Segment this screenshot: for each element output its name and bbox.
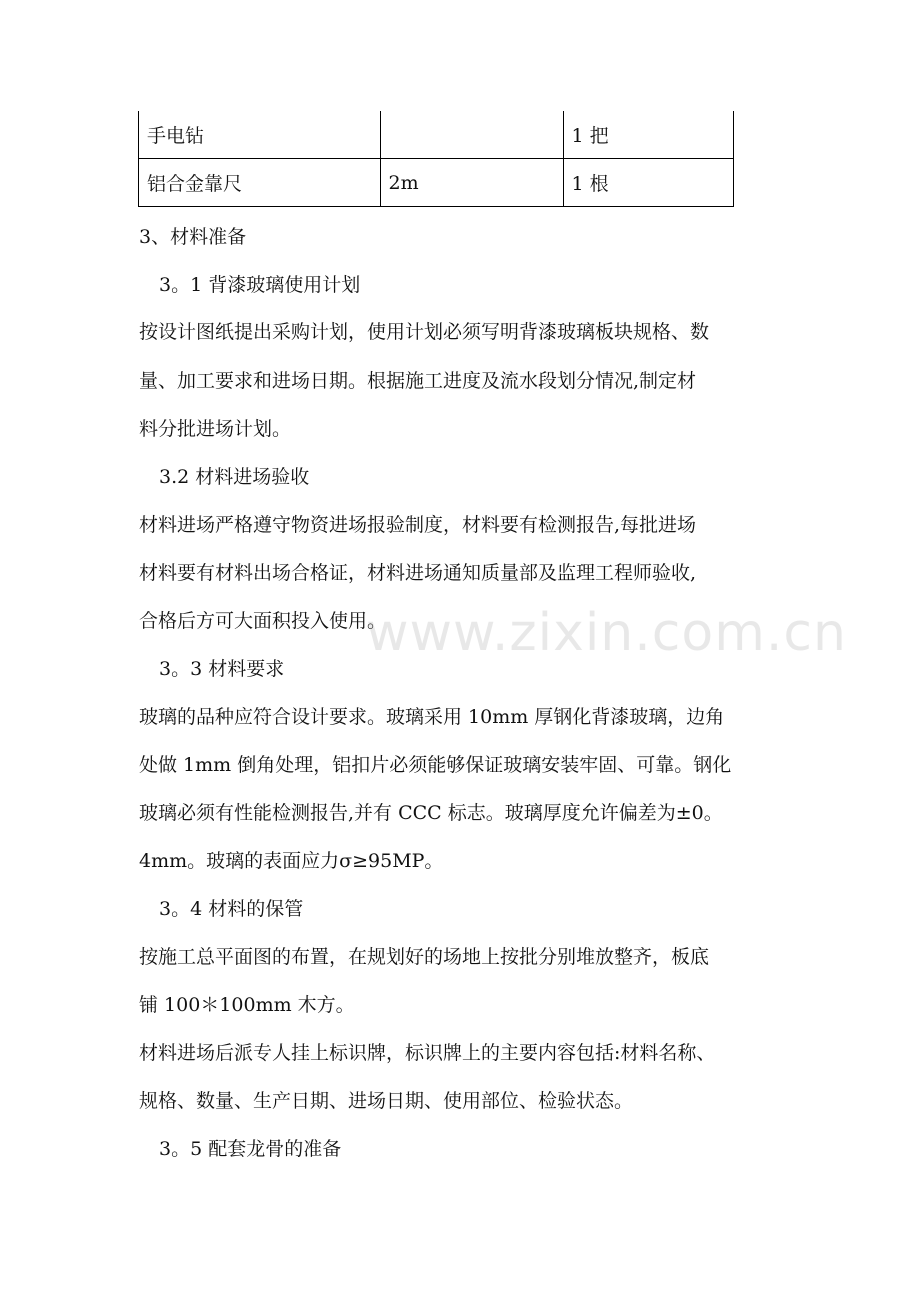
paragraph-line: 处做 1mm 倒角处理，铝扣片必须能够保证玻璃安装牢固、可靠。钢化 bbox=[139, 754, 732, 776]
paragraph-line: 材料要有材料出场合格证，材料进场通知质量部及监理工程师验收, bbox=[139, 562, 697, 584]
paragraph-line: 量、加工要求和进场日期。根据施工进度及流水段划分情况,制定材 bbox=[139, 370, 697, 392]
section-heading: 3、材料准备 bbox=[139, 226, 247, 248]
paragraph-line: 合格后方可大面积投入使用。 bbox=[139, 610, 387, 632]
table-cell bbox=[380, 111, 563, 159]
subsection-heading: 3。1 背漆玻璃使用计划 bbox=[159, 274, 361, 296]
subsection-heading: 3。4 材料的保管 bbox=[159, 898, 304, 920]
subsection-heading: 3.2 材料进场验收 bbox=[159, 466, 310, 488]
table-cell: 1 根 bbox=[563, 159, 733, 207]
table-cell: 2m bbox=[380, 159, 563, 207]
table-cell: 1 把 bbox=[563, 111, 733, 159]
paragraph-line: 铺 100＊100mm 木方。 bbox=[139, 994, 355, 1016]
subsection-heading: 3。3 材料要求 bbox=[159, 658, 285, 680]
paragraph-line: 料分批进场计划。 bbox=[139, 418, 292, 440]
paragraph-line: 玻璃必须有性能检测报告,并有 CCC 标志。玻璃厚度允许偏差为±0。 bbox=[139, 802, 723, 824]
tools-table bbox=[138, 111, 734, 207]
subsection-heading: 3。5 配套龙骨的准备 bbox=[159, 1138, 342, 1160]
paragraph-line: 玻璃的品种应符合设计要求。玻璃采用 10mm 厚钢化背漆玻璃，边角 bbox=[139, 706, 725, 728]
paragraph-line: 4mm。玻璃的表面应力σ≥95MP。 bbox=[139, 850, 444, 872]
table-row bbox=[139, 159, 734, 207]
watermark: www.zixin.com.cn bbox=[366, 603, 847, 663]
paragraph-line: 按施工总平面图的布置，在规划好的场地上按批分别堆放整齐，板底 bbox=[139, 946, 710, 968]
table-row bbox=[139, 111, 734, 159]
table-cell: 手电钻 bbox=[139, 111, 381, 159]
paragraph-line: 材料进场后派专人挂上标识牌，标识牌上的主要内容包括:材料名称、 bbox=[139, 1042, 716, 1064]
table-cell: 铝合金靠尺 bbox=[139, 159, 381, 207]
paragraph-line: 材料进场严格遵守物资进场报验制度，材料要有检测报告,每批进场 bbox=[139, 514, 697, 536]
paragraph-line: 按设计图纸提出采购计划，使用计划必须写明背漆玻璃板块规格、数 bbox=[139, 321, 710, 343]
paragraph-line: 规格、数量、生产日期、进场日期、使用部位、检验状态。 bbox=[139, 1090, 634, 1112]
